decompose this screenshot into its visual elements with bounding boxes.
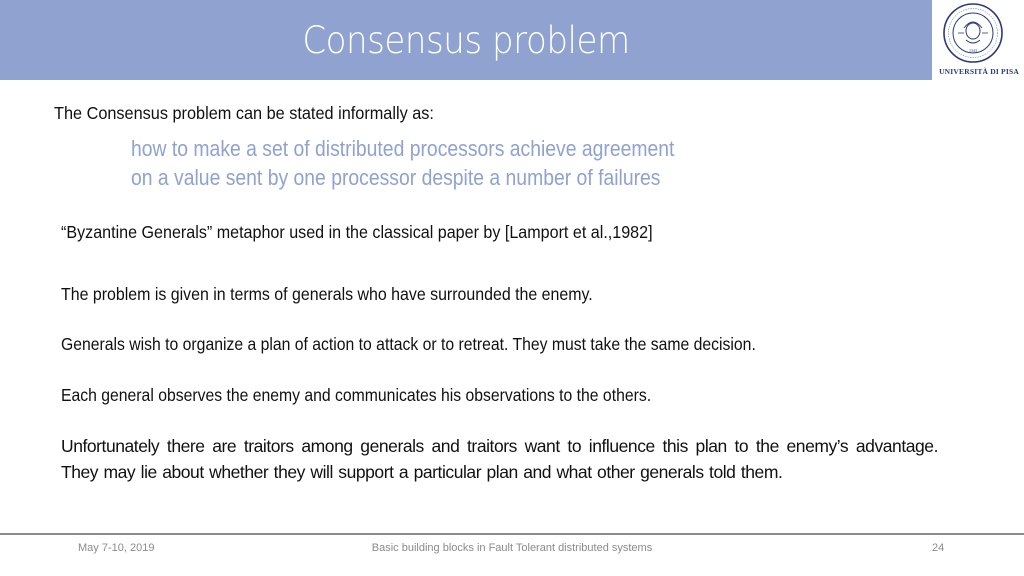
footer-title: Basic building blocks in Fault Tolerant distributed systems [371, 542, 653, 554]
slide-title: Consensus problem [302, 18, 630, 62]
consensus-definition [131, 134, 674, 192]
footer-divider [0, 533, 1024, 535]
intro-text: The Consensus problem can be stated informally as: [54, 103, 434, 123]
byzantine-reference: “Byzantine Generals” metaphor used in the classical paper by [Lamport et al.,1982] [61, 222, 653, 242]
university-seal-icon [942, 2, 1004, 64]
page-number: 24 [932, 542, 945, 554]
definition-line: how to make a set of distributed processors achieve agreement [131, 136, 675, 161]
paragraph: Generals wish to organize a plan of action to attack or to retreat. They must take the same decision. [61, 334, 756, 354]
paragraph: The problem is given in terms of generals who have surrounded the enemy. [61, 284, 593, 304]
definition-line: on a value sent by one processor despite a number of failures [131, 165, 661, 190]
university-logo [932, 0, 1024, 80]
university-name: UNIVERSITÀ DI PISA [939, 67, 1019, 76]
paragraph: Unfortunately there are traitors among generals and traitors want to influence this plan to the enemy’s advantage. They may lie about whether they will support a particular plan and what other generals told them. [61, 436, 938, 482]
footer-date: May 7-10, 2019 [78, 542, 155, 554]
paragraph: Each general observes the enemy and communicates his observations to the others. [61, 385, 652, 405]
svg-text:1343: 1343 [969, 48, 977, 53]
